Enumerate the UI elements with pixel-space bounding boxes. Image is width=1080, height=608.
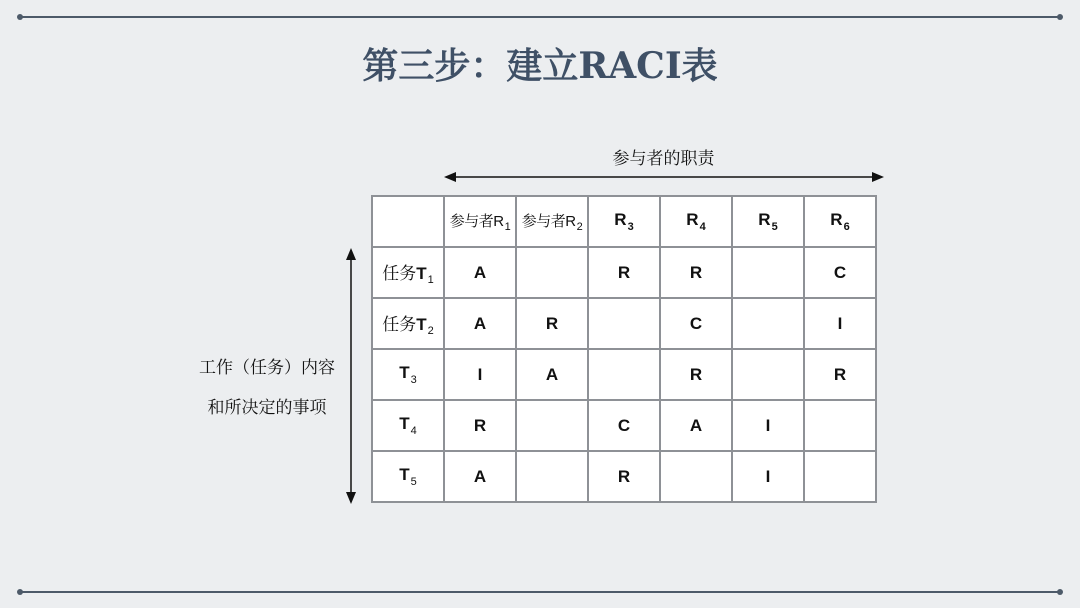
row-header: 任务$T_1$ bbox=[372, 247, 444, 298]
raci-cell bbox=[732, 298, 804, 349]
raci-cell bbox=[516, 451, 588, 502]
raci-cell bbox=[732, 349, 804, 400]
vertical-double-arrow bbox=[346, 248, 356, 504]
row-header: $T_4$ bbox=[372, 400, 444, 451]
table-row bbox=[372, 298, 876, 349]
raci-cell: R bbox=[444, 400, 516, 451]
raci-cell bbox=[732, 247, 804, 298]
table-row bbox=[372, 349, 876, 400]
table-header-row bbox=[372, 196, 876, 247]
raci-cell: R bbox=[588, 451, 660, 502]
raci-cell: A bbox=[516, 349, 588, 400]
table-row bbox=[372, 247, 876, 298]
raci-cell: I bbox=[732, 451, 804, 502]
raci-cell: R bbox=[660, 349, 732, 400]
column-header: 参与者$R_2$ bbox=[516, 196, 588, 247]
row-header: 任务$T_2$ bbox=[372, 298, 444, 349]
raci-cell: A bbox=[444, 451, 516, 502]
column-header: $R_4$ bbox=[660, 196, 732, 247]
row-header: $T_5$ bbox=[372, 451, 444, 502]
horizontal-double-arrow bbox=[444, 172, 884, 182]
raci-cell: I bbox=[804, 298, 876, 349]
table-row bbox=[372, 451, 876, 502]
raci-cell: A bbox=[660, 400, 732, 451]
column-header: $R_5$ bbox=[732, 196, 804, 247]
task-content-label-line2: 和所决定的事项 bbox=[207, 398, 327, 418]
raci-cell: R bbox=[516, 298, 588, 349]
column-header: $R_6$ bbox=[804, 196, 876, 247]
table-row bbox=[372, 400, 876, 451]
column-header: $R_3$ bbox=[588, 196, 660, 247]
raci-cell: C bbox=[660, 298, 732, 349]
column-header: 参与者$R_1$ bbox=[444, 196, 516, 247]
raci-table bbox=[371, 195, 877, 503]
raci-cell bbox=[804, 400, 876, 451]
participant-responsibility-label: 参与者的职责 bbox=[612, 149, 715, 169]
raci-cell bbox=[588, 349, 660, 400]
raci-cell bbox=[588, 298, 660, 349]
task-content-label-line1: 工作（任务）内容 bbox=[199, 358, 335, 378]
raci-cell bbox=[516, 247, 588, 298]
raci-cell: R bbox=[660, 247, 732, 298]
raci-cell: C bbox=[588, 400, 660, 451]
row-header: $T_3$ bbox=[372, 349, 444, 400]
raci-cell bbox=[516, 400, 588, 451]
raci-cell: C bbox=[804, 247, 876, 298]
raci-cell bbox=[660, 451, 732, 502]
slide-title: 第三步：建立RACI表 bbox=[362, 45, 718, 87]
raci-cell: I bbox=[444, 349, 516, 400]
raci-cell: R bbox=[804, 349, 876, 400]
corner-cell bbox=[372, 196, 444, 247]
raci-cell bbox=[804, 451, 876, 502]
raci-cell: R bbox=[588, 247, 660, 298]
raci-cell: A bbox=[444, 247, 516, 298]
raci-cell: I bbox=[732, 400, 804, 451]
raci-cell: A bbox=[444, 298, 516, 349]
